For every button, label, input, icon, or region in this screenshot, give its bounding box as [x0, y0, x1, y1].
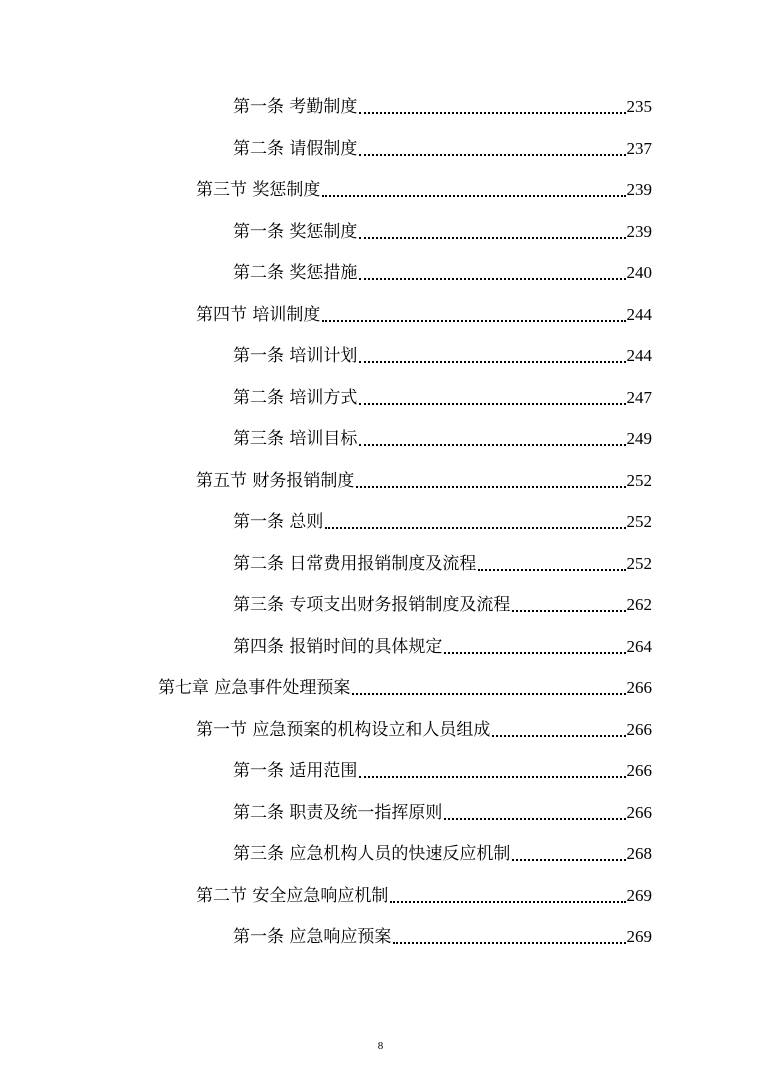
toc-entry-title: 第一条 奖惩制度: [233, 222, 358, 242]
toc-entry-title: 第一条 考勤制度: [233, 97, 358, 117]
toc-entry[interactable]: [233, 507, 652, 537]
toc-entry[interactable]: [233, 424, 652, 454]
toc-leader-dots: [512, 859, 625, 861]
toc-entry-page: 239: [626, 222, 652, 241]
toc-leader-dots: [359, 237, 625, 239]
toc-entry[interactable]: [196, 175, 652, 205]
toc-leader-dots: [359, 278, 625, 280]
toc-entry[interactable]: [196, 715, 652, 745]
toc-entry[interactable]: [233, 92, 652, 122]
toc-entry-title: 第五节 财务报销制度: [196, 471, 355, 491]
toc-leader-dots: [359, 403, 625, 405]
toc-leader-dots: [444, 652, 625, 654]
toc-leader-dots: [356, 486, 625, 488]
toc-entry[interactable]: [233, 590, 652, 620]
toc-entry-title: 第四条 报销时间的具体规定: [233, 637, 443, 657]
toc-entry-page: 235: [626, 97, 652, 116]
toc-leader-dots: [322, 320, 625, 322]
toc-leader-dots: [322, 195, 625, 197]
toc-entry-page: 266: [626, 678, 652, 697]
toc-entry-page: 239: [626, 180, 652, 199]
toc-entry-page: 244: [626, 346, 652, 365]
toc-leader-dots: [359, 112, 625, 114]
toc-entry-title: 第三节 奖惩制度: [196, 180, 321, 200]
toc-entry-title: 第一条 应急响应预案: [233, 927, 392, 947]
toc-entry[interactable]: [233, 798, 652, 828]
toc-entry-title: 第二条 培训方式: [233, 388, 358, 408]
toc-entry-title: 第二条 请假制度: [233, 139, 358, 159]
toc-leader-dots: [359, 154, 625, 156]
toc-leader-dots: [325, 527, 625, 529]
toc-leader-dots: [512, 610, 625, 612]
toc-entry-title: 第一条 总则: [233, 512, 324, 532]
toc-entry-page: 252: [626, 471, 652, 490]
toc-entry[interactable]: [233, 134, 652, 164]
toc-entry-title: 第三条 培训目标: [233, 429, 358, 449]
toc-entry[interactable]: [233, 839, 652, 869]
toc-entry[interactable]: [233, 258, 652, 288]
toc-entry[interactable]: [233, 341, 652, 371]
toc-entry-page: 262: [626, 595, 652, 614]
toc-entry-title: 第二条 职责及统一指挥原则: [233, 803, 443, 823]
toc-entry[interactable]: [233, 217, 652, 247]
toc-entry-title: 第四节 培训制度: [196, 305, 321, 325]
toc-leader-dots: [444, 818, 625, 820]
toc-entry-title: 第三条 应急机构人员的快速反应机制: [233, 844, 511, 864]
toc-entry-page: 268: [626, 844, 652, 863]
toc-entry-page: 247: [626, 388, 652, 407]
toc-leader-dots: [390, 901, 625, 903]
toc-entry[interactable]: [233, 632, 652, 662]
toc-entry-title: 第一条 适用范围: [233, 761, 358, 781]
toc-entry-page: 237: [626, 139, 652, 158]
toc-leader-dots: [359, 776, 625, 778]
toc-leader-dots: [478, 569, 625, 571]
toc-entry[interactable]: [233, 756, 652, 786]
toc-leader-dots: [359, 361, 625, 363]
toc-entry-page: 252: [626, 512, 652, 531]
toc-entry-title: 第三条 专项支出财务报销制度及流程: [233, 595, 511, 615]
toc-entry[interactable]: [196, 466, 652, 496]
toc-entry[interactable]: [233, 549, 652, 579]
page-number: 8: [377, 1040, 384, 1052]
toc-leader-dots: [359, 444, 625, 446]
toc-entry[interactable]: [196, 881, 652, 911]
toc-entry-title: 第七章 应急事件处理预案: [158, 678, 351, 698]
toc-entry[interactable]: [158, 673, 652, 703]
toc-entry-page: 249: [626, 429, 652, 448]
toc-entry-page: 269: [626, 927, 652, 946]
toc-entry-title: 第一节 应急预案的机构设立和人员组成: [196, 720, 491, 740]
toc-leader-dots: [352, 693, 625, 695]
toc-entry-page: 266: [626, 803, 652, 822]
toc-entry-title: 第二节 安全应急响应机制: [196, 886, 389, 906]
toc-entry-title: 第二条 奖惩措施: [233, 263, 358, 283]
toc-entry-page: 266: [626, 720, 652, 739]
toc-entry-page: 240: [626, 263, 652, 282]
toc-leader-dots: [393, 942, 625, 944]
toc-entry-page: 266: [626, 761, 652, 780]
toc-leader-dots: [492, 735, 625, 737]
toc-entry[interactable]: [233, 922, 652, 952]
toc-entry[interactable]: [196, 300, 652, 330]
toc-entry-page: 264: [626, 637, 652, 656]
toc-entry-page: 252: [626, 554, 652, 573]
toc-entry[interactable]: [233, 383, 652, 413]
toc-entry-title: 第二条 日常费用报销制度及流程: [233, 554, 477, 574]
toc-entry-page: 269: [626, 886, 652, 905]
toc-entry-title: 第一条 培训计划: [233, 346, 358, 366]
toc-entry-page: 244: [626, 305, 652, 324]
